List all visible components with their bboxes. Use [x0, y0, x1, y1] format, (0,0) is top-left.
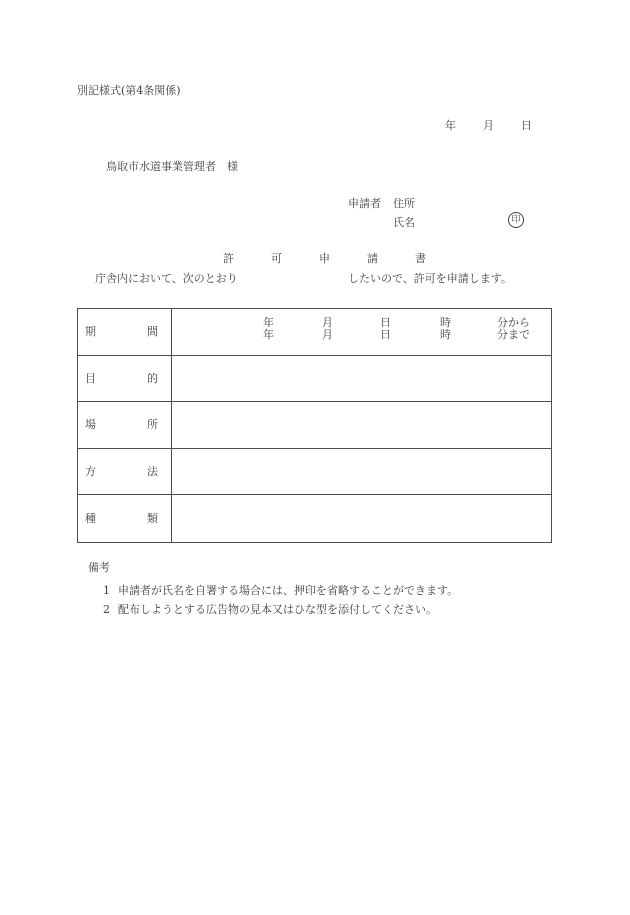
period-unit: 日: [380, 328, 391, 341]
period-unit: 日: [380, 316, 391, 329]
applicant-name-row: [393, 216, 415, 229]
note-text: 配布しようとする広告物の見本又はひな型を添付してください。: [118, 603, 437, 616]
note-text: 申請者が氏名を自署する場合には、押印を省略することができます。: [118, 584, 459, 597]
notes-title: 備考: [88, 561, 110, 574]
document-title: 許可申請書: [223, 252, 463, 265]
period-unit: 月: [322, 316, 333, 329]
applicant-label: 申請者: [348, 197, 381, 210]
row-label-char: 目: [85, 371, 96, 385]
period-unit: 年: [263, 328, 274, 341]
note-number: 2: [103, 603, 110, 616]
period-unit: 分から: [497, 316, 530, 329]
purpose-value-cell: [172, 356, 551, 403]
date-year-label: 年: [445, 119, 456, 132]
period-unit: 時: [440, 316, 451, 329]
note-item-1: [88, 584, 458, 598]
date-line: [445, 119, 532, 132]
row-label-char: 的: [147, 371, 158, 385]
period-from-line: [172, 316, 551, 328]
table-row-label-period: [78, 309, 172, 356]
body-text-left: 庁舎内において、次のとおり: [95, 272, 238, 285]
table-row-label-kind: [78, 495, 172, 542]
seal-icon: 印: [508, 212, 524, 228]
notes-section: [88, 561, 458, 617]
table-row-label-method: [78, 449, 172, 496]
applicant-address-label: 住所: [393, 197, 415, 210]
place-value-cell: [172, 402, 551, 449]
row-label-char: 期: [85, 325, 96, 339]
row-label-char: 種: [85, 512, 96, 526]
date-month-label: 月: [483, 119, 494, 132]
note-number: 1: [103, 584, 110, 597]
period-unit: 分まで: [497, 328, 530, 341]
note-item-2: [88, 603, 458, 617]
row-label-char: 場: [85, 418, 96, 432]
period-unit: 月: [322, 328, 333, 341]
row-label-char: 類: [147, 512, 158, 526]
row-label-char: 所: [147, 418, 158, 432]
body-text-right: したいので、許可を申請します。: [348, 272, 512, 285]
row-label-char: 方: [85, 465, 96, 479]
form-variant-label: 別記様式(第4条関係): [77, 84, 181, 97]
period-to-line: [172, 328, 551, 340]
row-label-char: 法: [147, 465, 158, 479]
period-value-cell: [172, 309, 551, 356]
kind-value-cell: [172, 495, 551, 542]
applicant-name-label: 氏名: [393, 216, 415, 229]
row-label-char: 間: [147, 325, 158, 339]
method-value-cell: [172, 449, 551, 496]
applicant-address-row: [348, 197, 415, 210]
period-unit: 時: [440, 328, 451, 341]
date-day-label: 日: [521, 119, 532, 132]
addressee-line: 鳥取市水道事業管理者 様: [106, 160, 238, 173]
table-row-label-place: [78, 402, 172, 449]
application-table: [77, 308, 552, 543]
period-unit: 年: [263, 316, 274, 329]
table-row-label-purpose: [78, 356, 172, 403]
